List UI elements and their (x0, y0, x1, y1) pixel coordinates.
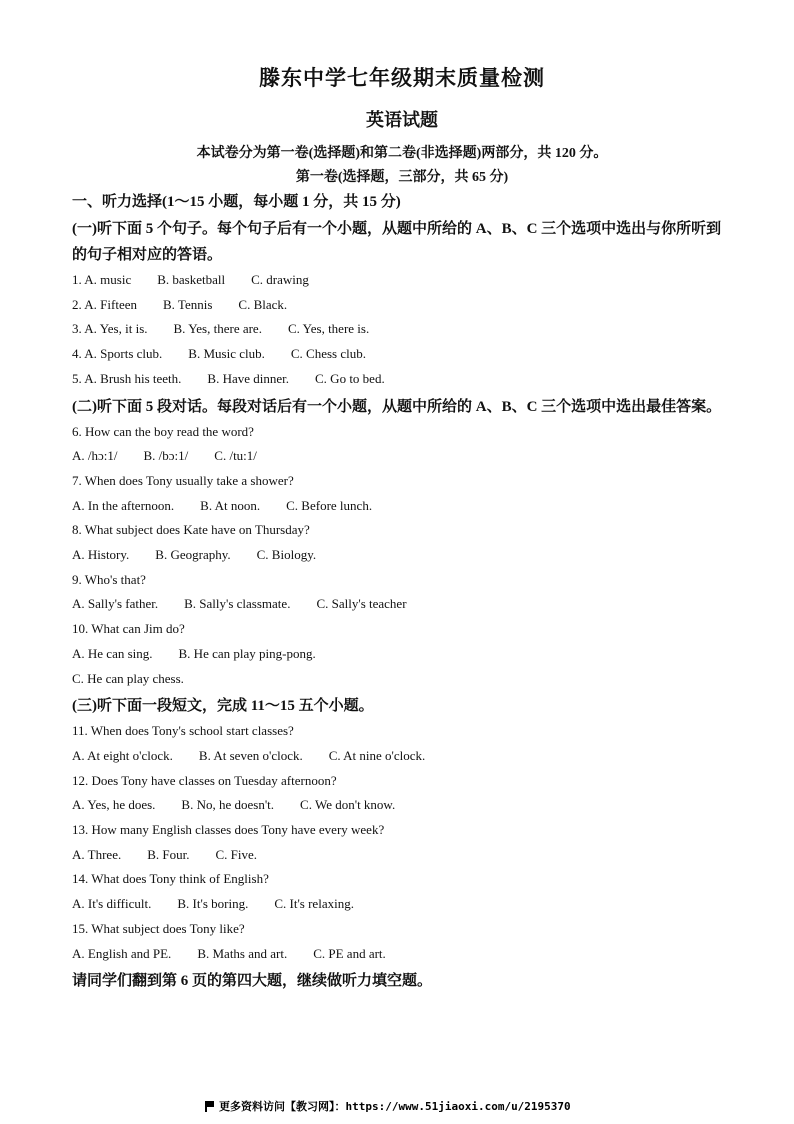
question-stem: 7. When does Tony usually take a shower? (72, 472, 294, 488)
question-stem: 12. Does Tony have classes on Tuesday afternoon? (72, 772, 337, 788)
question-options: 4. A. Sports club. B. Music club. C. Chess club. (72, 346, 366, 362)
question-options: 1. A. music B. basketball C. drawing (72, 272, 309, 287)
page-subtitle: 英语试题 (366, 110, 438, 130)
question-options: A. English and PE. B. Maths and art. C. PE and art. (72, 945, 386, 961)
footer-link[interactable] (205, 1098, 571, 1114)
question-options: A. /hɔ:1/ B. /bɔ:1/ C. /tu:1/ (72, 448, 257, 464)
question-options: A. Yes, he does. B. No, he doesn't. C. We don't know. (72, 797, 396, 813)
question-stem: 9. Who's that? (72, 571, 146, 587)
question-stem: 14. What does Tony think of English? (72, 871, 269, 887)
closing-note: 请同学们翻到第 6 页的第四大题，继续做听力填空题。 (72, 973, 433, 990)
question-stem: 13. How many English classes does Tony have every week? (72, 822, 385, 838)
question-stem: 6. How can the boy read the word? (72, 423, 254, 439)
question-options: A. At eight o'clock. B. At seven o'clock. C. At nine o'clock. (72, 747, 426, 763)
flag-icon (205, 1101, 215, 1111)
exam-intro: 本试卷分为第一卷(选择题)和第二卷(非选择题)两部分，共 120 分。 (196, 146, 608, 161)
question-options: 5. A. Brush his teeth. B. Have dinner. C. Go to bed. (72, 370, 385, 386)
question-options: A. He can sing. B. He can play ping-pong. (72, 645, 316, 661)
part-instruction: (三)听下面一段短文，完成 11～15 五个小题。 (72, 698, 374, 715)
question-options: C. He can play chess. (72, 670, 184, 686)
question-options: A. Sally's father. B. Sally's classmate. C. Sally's teacher (72, 596, 407, 612)
question-options: 3. A. Yes, it is. B. Yes, there are. C. Yes, there is. (72, 321, 370, 337)
question-options: 2. A. Fifteen B. Tennis C. Black. (72, 296, 288, 312)
question-options: A. Three. B. Four. C. Five. (72, 846, 258, 862)
exam-page (72, 62, 732, 994)
question-stem: 11. When does Tony's school start classes? (72, 723, 294, 739)
question-options: A. History. B. Geography. C. Biology. (72, 547, 317, 563)
volume-heading: 第一卷(选择题，三部分，共 65 分) (295, 170, 509, 185)
section-heading: 一、听力选择(1～15 小题，每小题 1 分，共 15 分) (72, 194, 401, 210)
part-instruction: (一)听下面 5 个句子。每个句子后有一个小题，从题中所给的 A、B、C 三个选项中选出与你所听到的句子相对应的答语。 (72, 221, 722, 263)
question-stem: 10. What can Jim do? (72, 621, 185, 637)
question-stem: 8. What subject does Kate have on Thursday? (72, 522, 310, 538)
question-options: A. It's difficult. B. It's boring. C. It's relaxing. (72, 896, 354, 912)
page-title: 滕东中学七年级期末质量检测 (259, 66, 545, 90)
part-instruction: (二)听下面 5 段对话。每段对话后有一个小题，从题中所给的 A、B、C 三个选项中选出最佳答案。 (72, 398, 722, 415)
footer-text[interactable]: 更多资料访问【教习网】：https://www.51jiaoxi.com/u/2195370 (219, 1100, 571, 1113)
question-stem: 15. What subject does Tony like? (72, 920, 245, 936)
question-options: A. In the afternoon. B. At noon. C. Before lunch. (72, 497, 373, 513)
